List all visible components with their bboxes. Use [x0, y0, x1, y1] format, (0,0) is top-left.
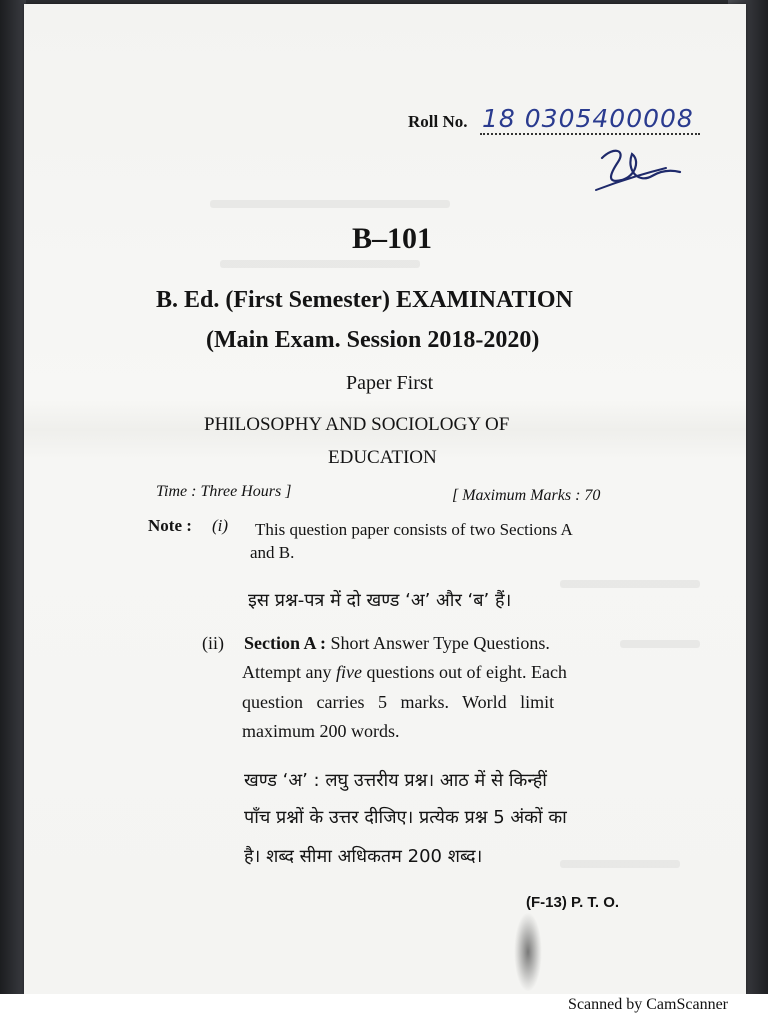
- note-label: Note :: [148, 516, 192, 535]
- note-item-ii-line-3: question carries 5 marks. World limit: [242, 692, 555, 712]
- scanner-watermark: Scanned by CamScanner: [568, 996, 728, 1013]
- note-item-ii-line-4: maximum 200 words.: [242, 721, 400, 741]
- exam-session: (Main Exam. Session 2018-2020): [206, 327, 540, 353]
- maximum-marks: [ Maximum Marks : 70: [452, 487, 601, 504]
- show-through-mark: [620, 640, 700, 648]
- note-item-i-text-line-2: and B.: [250, 543, 295, 562]
- paper-code: B–101: [352, 222, 433, 255]
- roll-number-value: 18 0305400008: [482, 104, 694, 133]
- ink-smudge: [514, 912, 542, 992]
- background-left-edge: [0, 0, 26, 1024]
- section-a-label: Section A :: [244, 633, 327, 653]
- show-through-mark: [560, 860, 680, 868]
- note-item-ii-marker: (ii): [202, 633, 224, 653]
- note-item-ii-line-2: Attempt any five questions out of eight. Each: [242, 662, 567, 682]
- note-item-i-hindi: इस प्रश्न-पत्र में दो खण्ड ‘अ’ और ‘ब’ हैं।: [248, 590, 512, 611]
- paper-number: Paper First: [346, 372, 434, 394]
- handwritten-signature: [592, 140, 682, 196]
- note-item-i-text-line-1: This question paper consists of two Sections A: [255, 520, 573, 539]
- please-turn-over: (F-13) P. T. O.: [526, 894, 620, 911]
- note-item-i-marker: (i): [212, 516, 229, 535]
- subject-title-line-2: EDUCATION: [328, 447, 437, 468]
- note-item-ii-hindi-line-1: खण्ड ‘अ’ : लघु उत्तरीय प्रश्न। आठ में से किन्हीं: [244, 770, 547, 791]
- note-item-ii-hindi-line-2: पाँच प्रश्नों के उत्तर दीजिए। प्रत्येक प्रश्न 5 अंकों का: [244, 807, 567, 828]
- note-item-ii-line-1: [244, 633, 550, 654]
- show-through-mark: [210, 200, 450, 208]
- subject-title-line-1: PHILOSOPHY AND SOCIOLOGY OF: [204, 414, 510, 435]
- exam-title: B. Ed. (First Semester) EXAMINATION: [156, 287, 573, 313]
- section-a-type: Short Answer Type Questions.: [326, 633, 550, 653]
- roll-number-dotted-line: [480, 133, 700, 135]
- time-allowed: Time : Three Hours ]: [156, 483, 292, 500]
- show-through-mark: [560, 580, 700, 588]
- roll-number-label: Roll No.: [408, 112, 468, 131]
- note-item-ii-hindi-line-3: है। शब्द सीमा अधिकतम 200 शब्द।: [244, 846, 483, 867]
- show-through-mark: [220, 260, 420, 268]
